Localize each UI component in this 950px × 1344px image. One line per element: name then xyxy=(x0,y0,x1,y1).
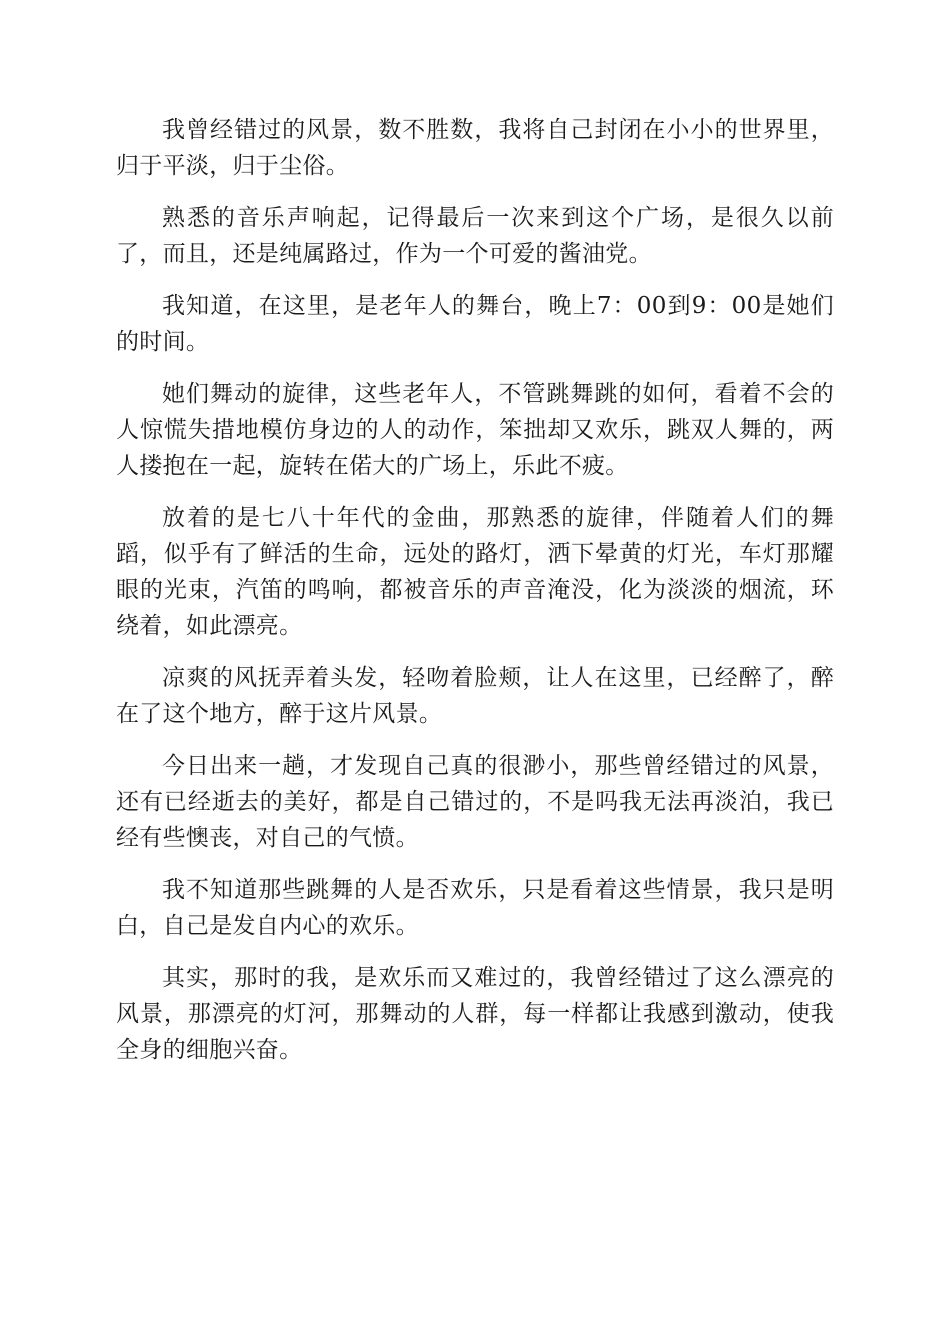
paragraph-6: 凉爽的风抚弄着头发，轻吻着脸颊，让人在这里，已经醉了，醉在了这个地方，醉于这片风景。 xyxy=(116,665,834,727)
paragraph-8: 我不知道那些跳舞的人是否欢乐，只是看着这些情景，我只是明白，自己是发自内心的欢乐。 xyxy=(116,877,834,939)
document-body xyxy=(116,112,834,1084)
paragraph-7: 今日出来一趟，才发现自己真的很渺小，那些曾经错过的风景，还有已经逝去的美好，都是自己错过的，不是吗我无法再淡泊，我已经有些懊丧，对自己的气愤。 xyxy=(116,753,834,851)
paragraph-9: 其实，那时的我，是欢乐而又难过的，我曾经错过了这么漂亮的风景，那漂亮的灯河，那舞动的人群，每一样都让我感到激动，使我全身的细胞兴奋。 xyxy=(116,965,834,1063)
paragraph-1: 我曾经错过的风景，数不胜数，我将自己封闭在小小的世界里，归于平淡，归于尘俗。 xyxy=(116,117,834,179)
paragraph-3: 我知道，在这里，是老年人的舞台，晚上7：00到9：00是她们的时间。 xyxy=(116,293,834,355)
paragraph-4: 她们舞动的旋律，这些老年人，不管跳舞跳的如何，看着不会的人惊慌失措地模仿身边的人的动作，笨拙却又欢乐，跳双人舞的，两人搂抱在一起，旋转在偌大的广场上，乐此不疲。 xyxy=(116,381,834,479)
paragraph-5: 放着的是七八十年代的金曲，那熟悉的旋律，伴随着人们的舞蹈，似乎有了鲜活的生命，远处的路灯，洒下晕黄的灯光，车灯那耀眼的光束，汽笛的鸣响，都被音乐的声音淹没，化为淡淡的烟流，环绕着，如此漂亮。 xyxy=(116,505,834,639)
paragraph-2: 熟悉的音乐声响起，记得最后一次来到这个广场，是很久以前了，而且，还是纯属路过，作为一个可爱的酱油党。 xyxy=(116,205,834,267)
